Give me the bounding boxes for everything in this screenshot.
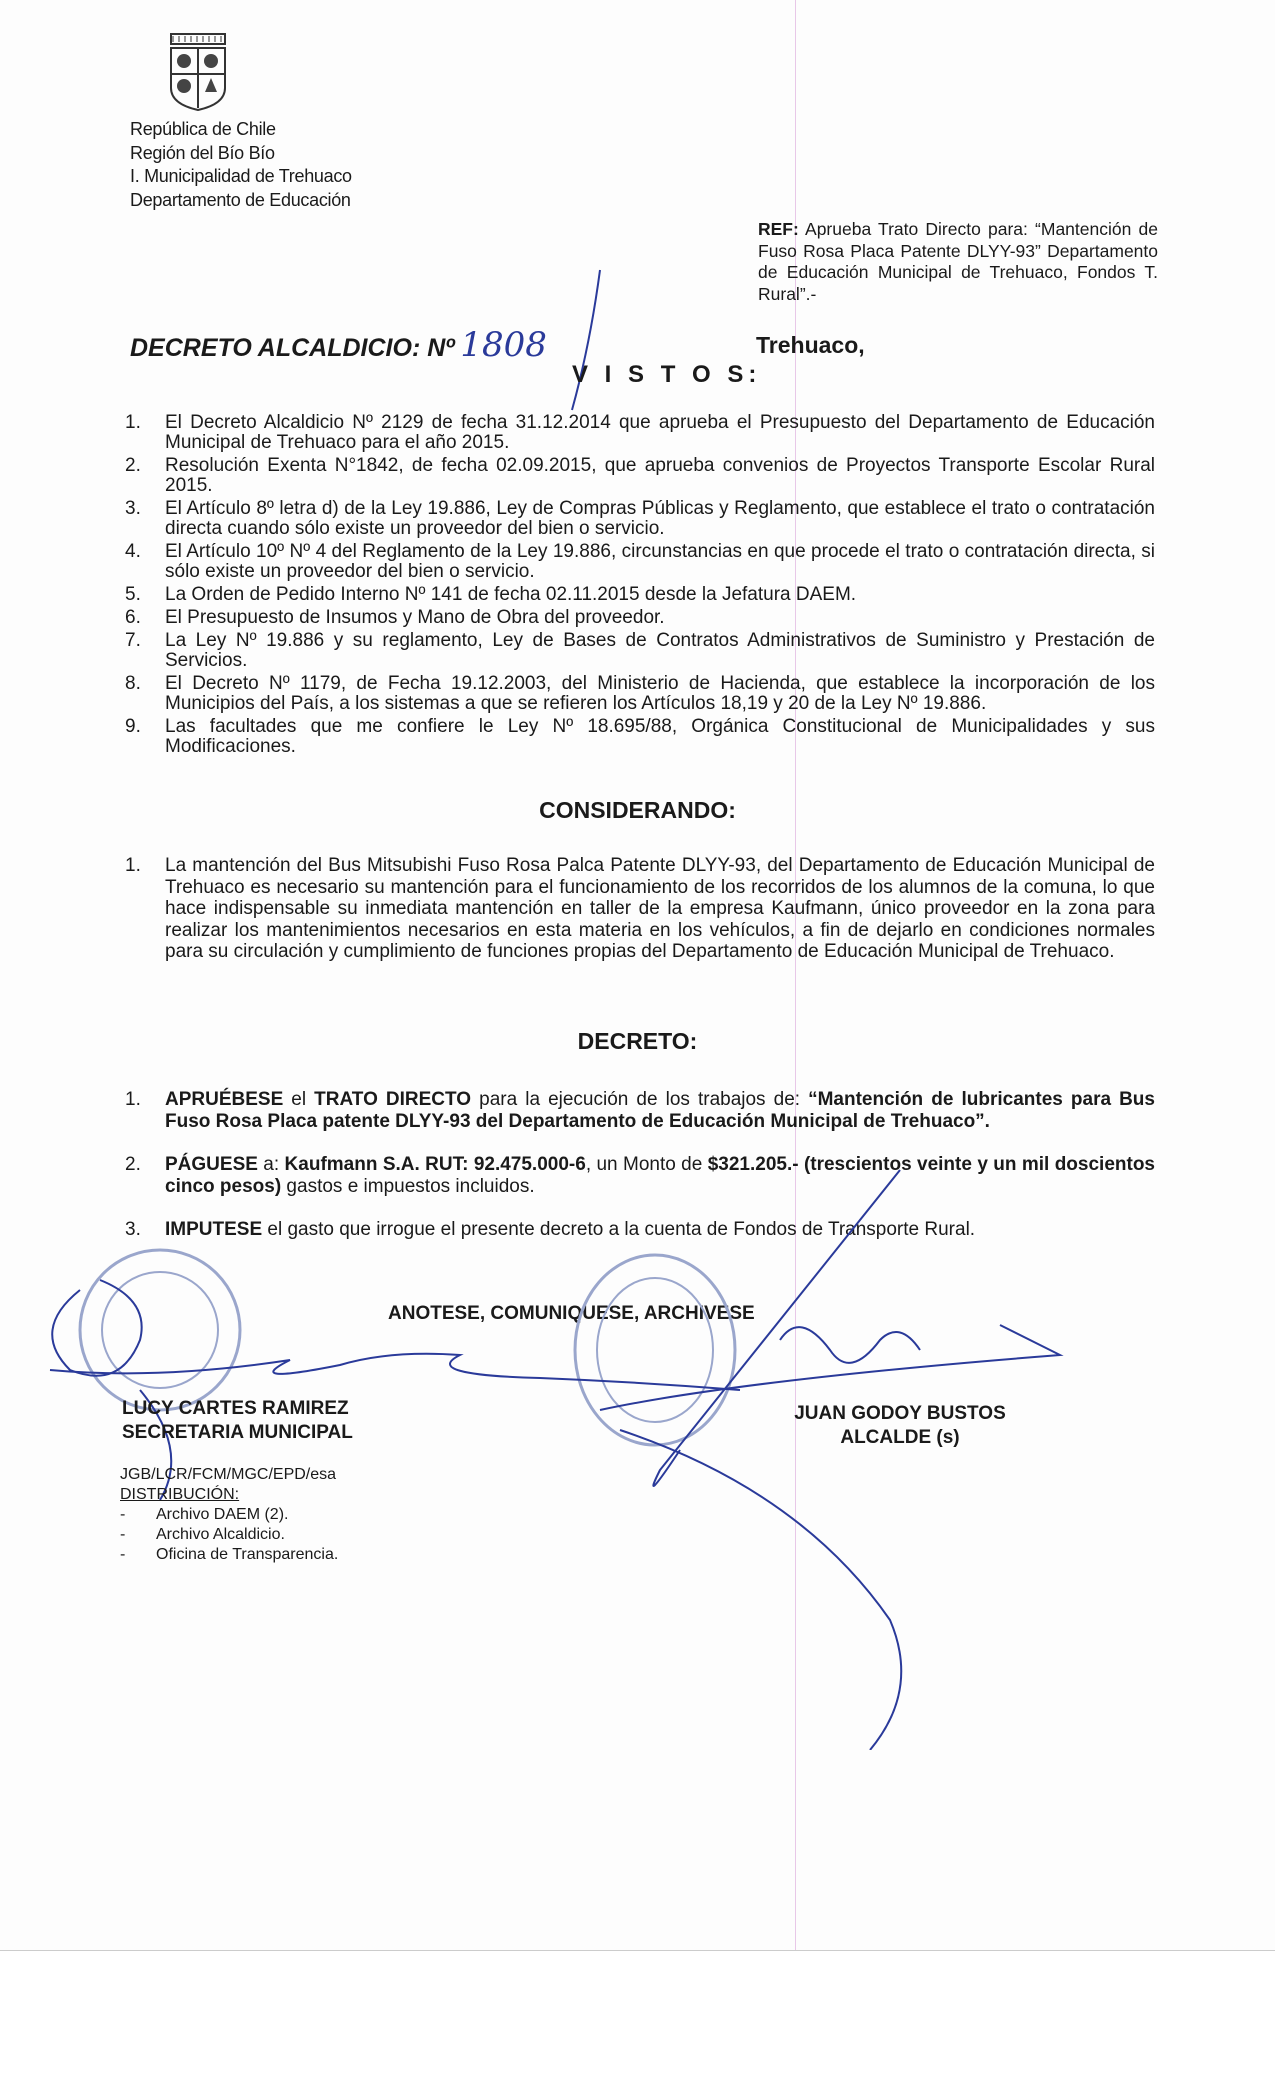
- distribution-item: - Archivo Alcaldicio.: [120, 1526, 285, 1543]
- list-item: 1. APRUÉBESE el TRATO DIRECTO para la ejecución de los trabajos de: “Mantención de lubricantes para Bus Fuso Rosa Placa patente DLYY-93 del Departamento de Educación Municipal de Trehuaco”.: [125, 1089, 1155, 1132]
- handwritten-signatures: [40, 1150, 1150, 1750]
- list-item: 5. La Orden de Pedido Interno Nº 141 de fecha 02.11.2015 desde la Jefatura DAEM.: [125, 584, 857, 605]
- list-item: 6. El Presupuesto de Insumos y Mano de Obra del proveedor.: [125, 607, 665, 628]
- mayor-signature-block: [770, 1402, 1030, 1450]
- distribution-item: - Oficina de Transparencia.: [120, 1546, 339, 1563]
- municipal-coat-of-arms-logo: [165, 32, 231, 112]
- vistos-list: [125, 413, 1155, 760]
- list-item: 2. Resolución Exenta N°1842, de fecha 02.09.2015, que aprueba convenios de Proyectos Transporte Escolar Rural 2015.: [125, 455, 1155, 496]
- reference-block: [758, 219, 1158, 305]
- handwritten-slash-mark: [560, 265, 610, 415]
- list-item: 3. El Artículo 8º letra d) de la Ley 19.886, Ley de Compras Públicas y Reglamento, que establece el trato o contratación directa cuando sólo existe un proveedor del bien o servicio.: [125, 498, 1155, 539]
- place-name: Trehuaco,: [756, 332, 865, 358]
- list-item: 4. El Artículo 10º Nº 4 del Reglamento de la Ley 19.886, circunstancias en que procede el trato o contratación directa, si sólo existe un proveedor del bien o servicio.: [125, 541, 1155, 582]
- ref-text: Aprueba Trato Directo para: “Mantención de Fuso Rosa Placa Patente DLYY-93” Departamento de Educación Municipal de Trehuaco, Fondos T. Rural”.-: [758, 219, 1158, 304]
- list-item: 2. PÁGUESE a: Kaufmann S.A. RUT: 92.475.000-6, un Monto de $321.205.- (trescientos veinte y un mil doscientos cinco pesos) gastos e impuestos incluidos.: [125, 1154, 1156, 1197]
- distribution-label: DISTRIBUCIÓN:: [120, 1486, 240, 1503]
- considerando-heading: CONSIDERANDO:: [539, 797, 736, 823]
- decree-title: [130, 325, 547, 365]
- header-line: República de Chile: [130, 119, 276, 139]
- considerando-list: [125, 855, 1155, 966]
- header-line: I. Municipalidad de Trehuaco: [130, 166, 352, 186]
- secretary-name: LUCY CARTES RAMIREZ: [122, 1398, 349, 1419]
- header-line: Región del Bío Bío: [130, 142, 275, 163]
- mayor-name: JUAN GODOY BUSTOS: [794, 1403, 1006, 1424]
- secretary-signature-block: [122, 1397, 353, 1445]
- list-item: 7. La Ley Nº 19.886 y su reglamento, Ley de Bases de Contratos Administrativos de Suministro y Prestación de Servicios.: [125, 630, 1155, 671]
- decreto-heading: DECRETO:: [577, 1028, 698, 1054]
- handwritten-decree-number: 1808: [460, 325, 547, 365]
- distribution-item: - Archivo DAEM (2).: [120, 1506, 289, 1523]
- mayor-role: ALCALDE (s): [840, 1427, 960, 1448]
- issuer-header: [130, 118, 352, 212]
- vistos-heading: V I S T O S:: [572, 361, 762, 388]
- title-label: DECRETO ALCALDICIO: Nº: [130, 334, 455, 362]
- header-line: Departamento de Educación: [130, 189, 351, 210]
- ref-label: REF:: [758, 219, 799, 239]
- footer-block: [120, 1465, 338, 1565]
- list-item: 8. El Decreto Nº 1179, de Fecha 19.12.2003, del Ministerio de Hacienda, que establece la incorporación de los Municipios del País, a los sistemas a que se refieren los Artículos 18,19 y 20 de la Ley Nº 19.886.: [125, 673, 1155, 714]
- list-item: 9. Las facultades que me confiere le Ley Nº 18.695/88, Orgánica Constitucional de Municipalidades y sus Modificaciones.: [125, 716, 1155, 757]
- initials: JGB/LCR/FCM/MGC/EPD/esa: [120, 1466, 337, 1483]
- closing-formula: ANOTESE, COMUNIQUESE, ARCHIVESE: [388, 1303, 755, 1324]
- secretary-role: SECRETARIA MUNICIPAL: [122, 1422, 353, 1443]
- list-item: 1. El Decreto Alcaldicio Nº 2129 de fecha 31.12.2014 que aprueba el Presupuesto del Departamento de Educación Municipal de Trehuaco para el año 2015.: [125, 412, 1155, 453]
- list-item: 1. La mantención del Bus Mitsubishi Fuso Rosa Palca Patente DLYY-93, del Departamento de Educación Municipal de Trehuaco es necesario su mantención para el funcionamiento de los recorridos de los alumnos de la comuna, lo que hace indispensable su inmediata mantención en taller de la empresa Kaufmann, único proveedor en la zona para realizar los mantenimientos necesarios en esta materia en los vehículos, a fin de dejarlo en condiciones normales para su circulación y cumplimiento de funciones propias del Departamento de Educación Municipal de Trehuaco.: [125, 855, 1155, 962]
- list-item: 3. IMPUTESE el gasto que irrogue el presente decreto a la cuenta de Fondos de Transporte Rural.: [125, 1219, 976, 1240]
